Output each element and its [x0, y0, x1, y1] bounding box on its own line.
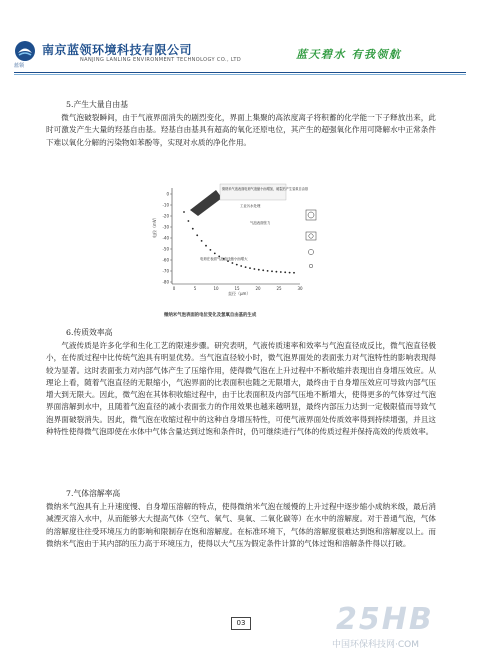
y-tick-label: -80	[162, 279, 169, 285]
section-5-paragraph: 微气泡破裂瞬间，由于气液界面消失的剧烈变化，界面上集聚的高浓度离子将积蓄的化学能一下子释放出来，此时可激发产生大量的羟基自由基。羟基自由基具有超高的氧化还原电位，其产生的超强氧化作用可降解水中正常条件下难以氧化分解的污染物如苯酚等，实现对水质的净化作用。	[46, 113, 436, 147]
curve-point	[280, 271, 282, 273]
annotation-bottom: 电荷在表面气泡直径缩小而增大	[200, 257, 248, 261]
x-tick-label: 30	[297, 286, 303, 291]
curve-point	[236, 264, 238, 266]
x-tick-label: 20	[255, 286, 261, 291]
annotation-arrow-band	[190, 190, 222, 216]
section-6-paragraph: 气液传质是许多化学和生化工艺的限速步骤。研究表明，气液传质速率和效率与气泡直径成反比，微气泡直径极小，在传质过程中比传统气泡具有明显优势。当气泡直径较小时，微气泡界面处的表面张力对气泡特性的影响表现得较为显著。这时表面张力对内部气体产生了压缩作用，使得微气泡在上升过程中不断收缩并表现出自身增压效应。从理论上看，随着气泡直径的无限缩小，气泡界面的比表面积也随之无限增大，最终由于自身增压效应可导致内部气压增大到无限大。因此，微气泡在其体积收缩过程中，由于比表面积及内部气压地不断增大，使得更多的气体穿过气泡界面溶解到水中，且随着气泡直径的减小表面张力的作用效果也越来越明显，最终内部压力达到一定极限值而导致气泡界面破裂消失。因此，微气泡在收缩过程中的这种自身增压特性，可使气液界面处传质效率得到持续增强，并且这种特性使得微气泡即使在水体中气体含量达到过饱和条件时，仍可继续进行气体的传质过程并保持高效的传质效率。	[46, 341, 436, 437]
curve-point	[289, 272, 291, 274]
section-5-body	[46, 112, 436, 149]
x-tick-label: 5	[193, 286, 197, 291]
curve-point	[205, 245, 207, 247]
curve-point	[240, 265, 242, 267]
y-tick-label: 0	[166, 191, 169, 197]
curve-point	[188, 220, 190, 222]
x-tick-label: 15	[234, 286, 240, 291]
curve-point	[258, 269, 260, 271]
curve-point	[276, 271, 278, 273]
y-tick-label: -30	[162, 224, 169, 230]
slogan: 蓝天碧水 有我领航	[296, 48, 402, 61]
site-watermark: 25HB	[336, 602, 434, 637]
y-tick-label: -60	[162, 257, 169, 263]
curve-point	[192, 228, 194, 230]
section-5-title: 5.产生大量自由基	[66, 100, 129, 109]
y-tick-label: -40	[162, 235, 169, 241]
curve-point	[271, 270, 273, 272]
curve-point	[183, 211, 185, 213]
curve-point	[254, 268, 256, 270]
y-tick-label: -70	[162, 268, 169, 274]
y-tick-label: -20	[162, 213, 169, 219]
figure-caption: 微纳米气泡表面的电位变化及氢氧自由基的生成	[164, 313, 257, 318]
curve-point	[214, 253, 216, 255]
bubble-potential-figure	[150, 180, 330, 322]
curve-point	[201, 240, 203, 242]
header-divider	[14, 72, 466, 73]
x-axis-label: 直径（μm）	[228, 291, 251, 296]
y-axis-label: 电位（mV）	[152, 215, 157, 238]
y-tick-label: -50	[162, 246, 169, 252]
company-logo-icon	[14, 40, 36, 62]
section-7-title: 7.气体溶解率高	[66, 489, 121, 498]
site-watermark-subtitle: 中国环保科技网·COM	[332, 640, 419, 650]
annotation-top: 微纳米气泡表面电荷气泡缩小而增加，破裂后产生氢氧自由基	[222, 187, 309, 191]
curve-point	[249, 267, 251, 269]
header-divider-accent	[14, 74, 466, 75]
section-6-body	[46, 340, 436, 438]
section-7-body	[46, 501, 436, 550]
bubble-schematic	[306, 210, 316, 268]
curve-point	[245, 266, 247, 268]
section-7-paragraph: 微纳米气泡具有上升速度慢、自身增压溶解的特点，使得微纳米气泡在缓慢的上升过程中逐步缩小成纳米级，最后消减湮灭溶入水中，从而能够大大提高气体（空气、氧气、臭氧、二氧化碳等）在水中的溶解度。对于普通气泡，气体的溶解度往往受环境压力的影响和限制存在饱和溶解度。在标准环境下，气体的溶解度很难达到饱和溶解度以上。而微纳米气泡由于其内部的压力高于环境压力，使得以大气压为假定条件计算的气体过饱和溶解条件得以打破。	[46, 502, 436, 548]
curve-point	[293, 272, 295, 274]
curve-point	[210, 249, 212, 251]
x-tick-label: 0	[172, 286, 176, 291]
y-tick-label: -10	[162, 202, 169, 208]
annotation-mid: 工业污水处理	[240, 204, 261, 208]
curve-point	[232, 262, 234, 264]
logo-caption: 蓝领	[14, 63, 25, 69]
section-6-title: 6.传质效率高	[66, 328, 113, 337]
page-number: 03	[231, 617, 251, 630]
annotation-low: 气泡表面张力	[250, 221, 271, 225]
curve-point	[267, 270, 269, 272]
company-name: 南京蓝领环境科技有限公司	[42, 43, 193, 57]
page-header	[0, 0, 480, 86]
x-tick-label: 25	[276, 286, 282, 291]
company-name-english: NANJING LANLING ENVIRONMENT TECHNOLOGY CO., LTD	[80, 57, 242, 63]
curve-point	[284, 271, 286, 273]
curve-point	[196, 234, 198, 236]
x-tick-label: 10	[213, 286, 219, 291]
curve-point	[262, 269, 264, 271]
